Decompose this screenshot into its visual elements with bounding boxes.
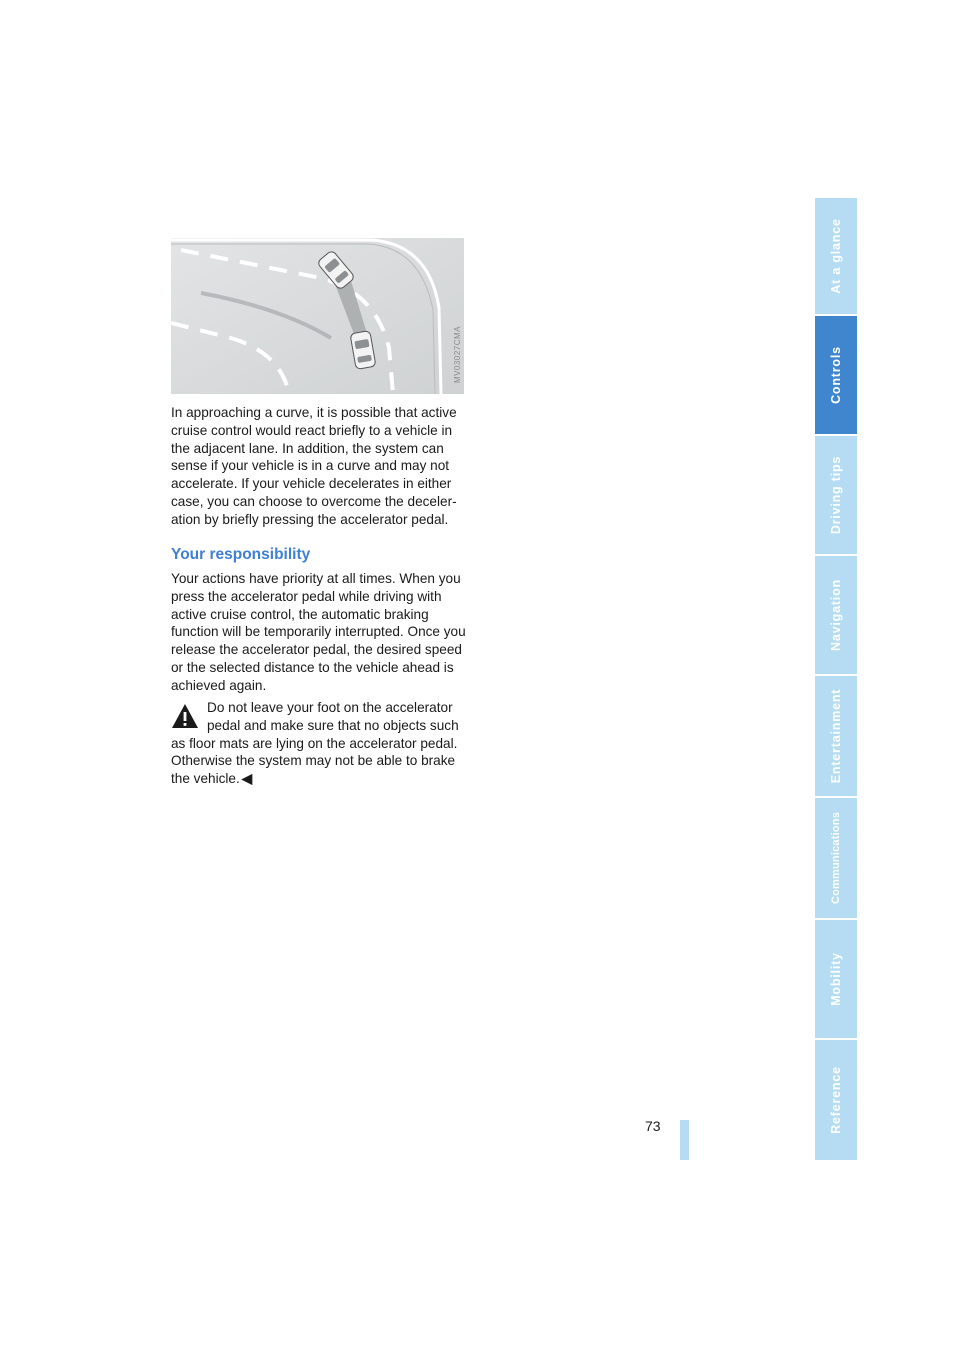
figure-code: MV03027CMA bbox=[453, 326, 462, 384]
warning-text: Do not leave your foot on the accelerator pedal and make sure that no objects such as floor mats are lying on the accelerator pedal. Otherwise the system may not be able to brake the vehicle. bbox=[171, 700, 459, 787]
tab-at-a-glance[interactable]: At a glance bbox=[815, 198, 857, 314]
section-tabs bbox=[815, 198, 857, 1160]
paragraph-responsibility: Your actions have priority at all times. When you press the accelerator pedal while driving with active cruise control, the automatic braking function will be temporarily interrupted. Once you release the accelerator pedal, the desired speed or the selected distance to the vehicle ahead is achieved again. bbox=[171, 571, 466, 693]
tab-communications[interactable]: Communications bbox=[815, 798, 857, 918]
tab-entertainment[interactable]: Entertainment bbox=[815, 676, 857, 796]
page-number: 73 bbox=[645, 1118, 661, 1134]
tab-navigation[interactable]: Navigation bbox=[815, 556, 857, 674]
tab-reference[interactable]: Reference bbox=[815, 1040, 857, 1160]
warning-triangle-icon bbox=[171, 701, 199, 731]
end-mark: ◀ bbox=[241, 771, 253, 787]
page-number-bar bbox=[680, 1120, 689, 1160]
paragraph-curve: In approaching a curve, it is possible that active cruise control would react briefly to a vehicle in the adjacent lane. In addition, the system can sense if your vehicle is in a curve and may not accelerate. If your vehicle decelerates in either case, you can choose to overcome the deceler-ation by briefly pressing the accelerator pedal. bbox=[171, 405, 457, 527]
section-heading: Your responsibility bbox=[171, 546, 311, 563]
tab-mobility[interactable]: Mobility bbox=[815, 920, 857, 1038]
road-curve-drawing bbox=[171, 238, 464, 394]
curve-illustration bbox=[171, 238, 464, 394]
tab-controls[interactable]: Controls bbox=[815, 316, 857, 434]
tab-driving-tips[interactable]: Driving tips bbox=[815, 436, 857, 554]
warning-note bbox=[171, 699, 467, 788]
